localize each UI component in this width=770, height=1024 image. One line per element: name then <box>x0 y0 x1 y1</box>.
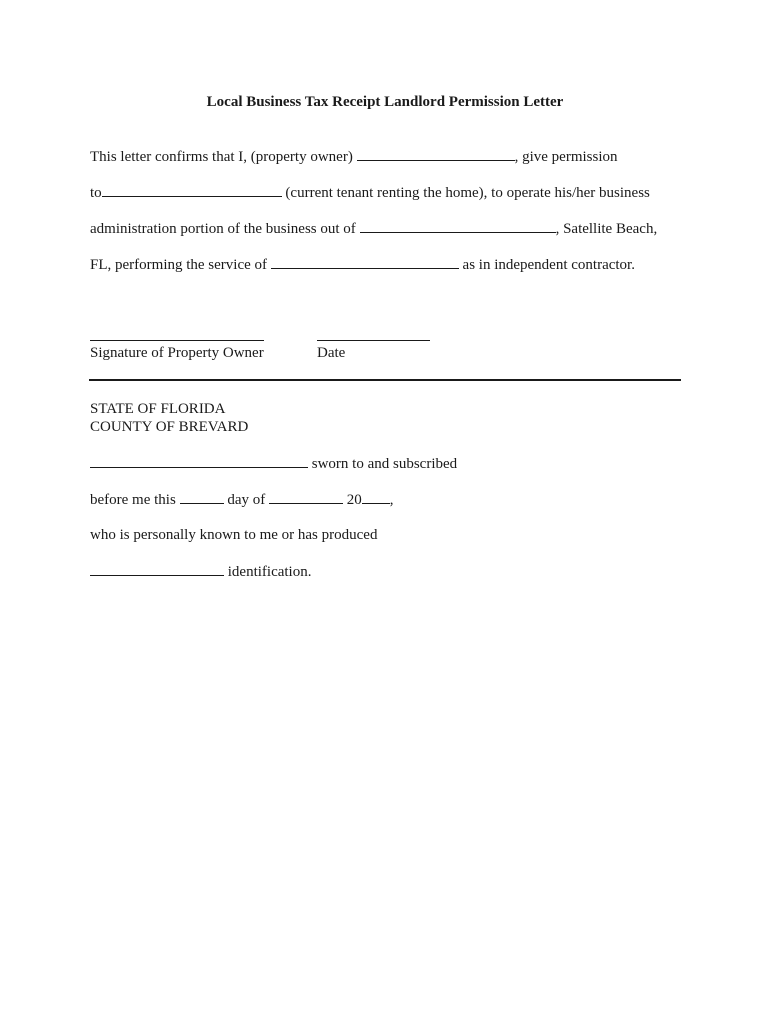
date-signature-line[interactable] <box>317 340 430 341</box>
state-heading: STATE OF FLORIDA <box>90 401 226 417</box>
paragraph-line-4 <box>90 254 635 275</box>
notary-line-date <box>90 489 393 510</box>
month-blank[interactable] <box>269 489 343 504</box>
year-comma: , <box>389 492 394 508</box>
document-title: Local Business Tax Receipt Landlord Permission Letter <box>206 94 564 110</box>
paragraph-line-1 <box>90 146 618 167</box>
year-prefix-text: 20 <box>346 492 362 508</box>
give-permission-text: , give permission <box>514 149 618 165</box>
day-of-text: day of <box>227 492 266 508</box>
notary-line-identification <box>90 561 311 582</box>
owner-intro-text: This letter confirms that I, (property owner) <box>90 149 353 165</box>
sworn-text: sworn to and subscribed <box>311 456 458 472</box>
service-blank[interactable] <box>271 254 459 269</box>
service-intro-text: FL, performing the service of <box>90 257 268 273</box>
affiant-name-blank[interactable] <box>90 453 308 468</box>
business-location-text: administration portion of the business out of <box>90 221 356 237</box>
identification-blank[interactable] <box>90 561 224 576</box>
to-text: to <box>90 185 102 201</box>
owner-signature-line[interactable] <box>90 340 264 341</box>
county-heading: COUNTY OF BREVARD <box>90 419 249 435</box>
section-divider <box>89 379 681 381</box>
date-label: Date <box>317 345 346 361</box>
notary-line-known: who is personally known to me or has produced <box>90 527 378 543</box>
day-blank[interactable] <box>180 489 224 504</box>
paragraph-line-2 <box>90 182 650 203</box>
tenant-name-blank[interactable] <box>102 182 282 197</box>
notary-line-sworn <box>90 453 457 474</box>
property-owner-blank[interactable] <box>357 146 515 161</box>
year-blank[interactable] <box>362 489 390 504</box>
business-address-blank[interactable] <box>360 218 556 233</box>
paragraph-line-3 <box>90 218 657 239</box>
before-me-text: before me this <box>90 492 176 508</box>
satellite-beach-text: , Satellite Beach, <box>555 221 658 237</box>
identification-text: identification. <box>227 564 312 580</box>
contractor-text: as in independent contractor. <box>462 257 635 273</box>
tenant-description-text: (current tenant renting the home), to operate his/her business <box>285 185 650 201</box>
owner-signature-label: Signature of Property Owner <box>90 345 264 361</box>
